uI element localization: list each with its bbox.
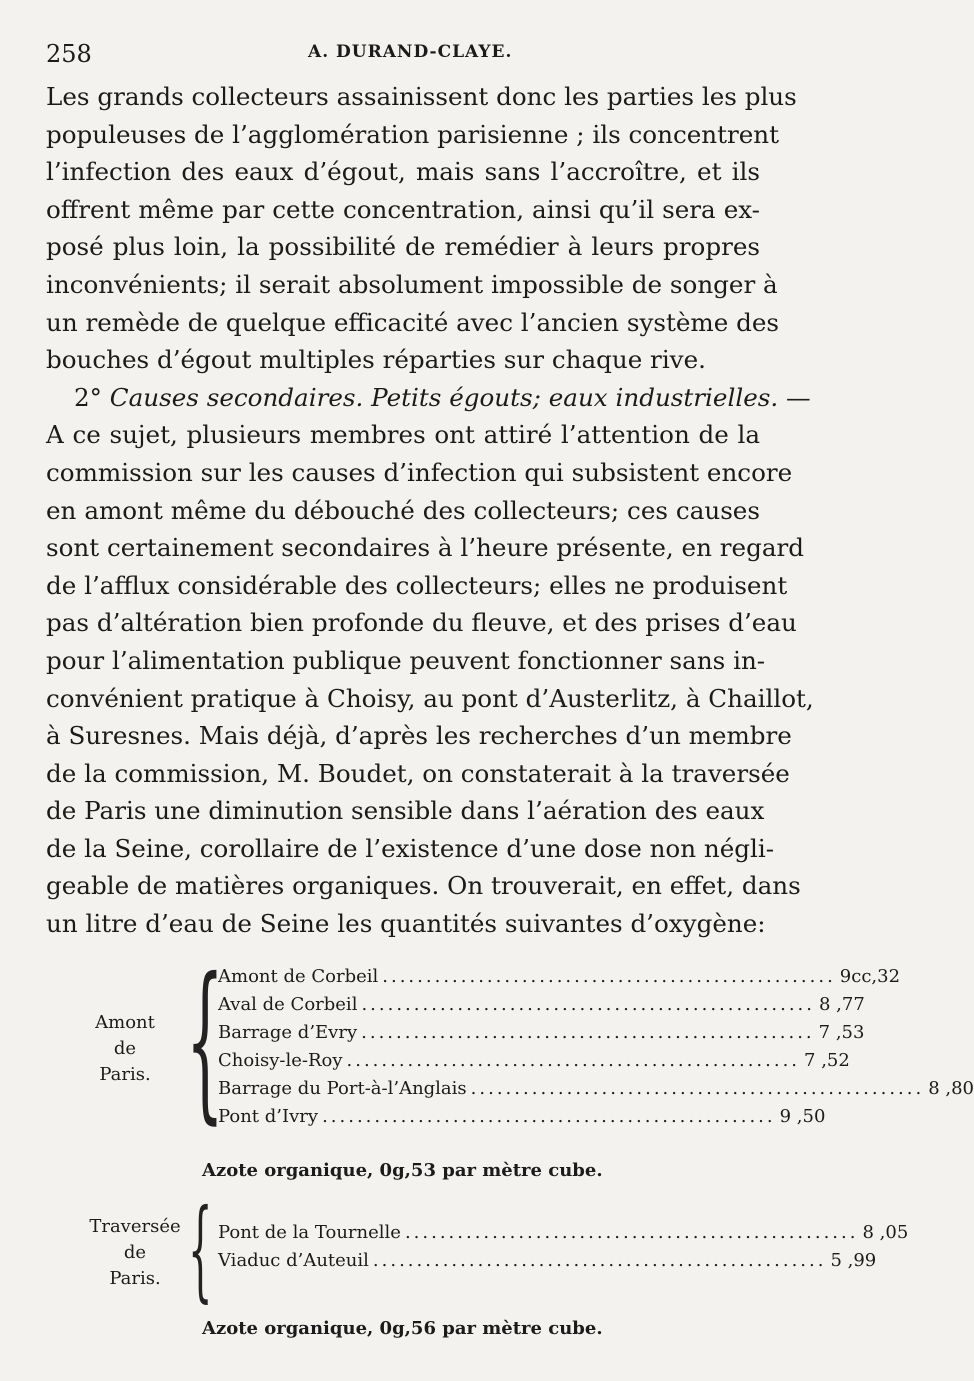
text-line: de l’afflux considérable des collecteurs; elles ne produisent	[46, 570, 788, 600]
oxygen-table-upstream	[60, 942, 974, 1144]
group-label-line: de	[123, 1242, 147, 1263]
section-title: Causes secondaires. Petits égouts; eaux industrielles.	[109, 382, 779, 412]
body-text	[46, 78, 814, 943]
text-line: de la commission, M. Boudet, on constaterait à la traversée	[46, 758, 790, 788]
text-line: A ce sujet, plusieurs membres ont attiré l’attention de la	[46, 420, 760, 450]
text-line: offrent même par cette concentration, ainsi qu’il sera ex-	[46, 194, 760, 224]
text-line: l’infection des eaux d’égout, mais sans l’accroître, et ils	[46, 157, 760, 187]
leader-dots: ....................................................	[361, 1022, 815, 1043]
oxygen-table-paris	[60, 1185, 909, 1316]
leader-dots: ....................................................	[346, 1050, 801, 1071]
text-line: un remède de quelque efficacité avec l’ancien système des	[46, 307, 780, 337]
row-label: Amont de Corbeil	[218, 966, 379, 987]
row-label: Barrage du Port-à-l’Anglais	[218, 1078, 467, 1099]
azote-note-upstream: Azote organique, 0g,53 par mètre cube.	[202, 1160, 603, 1181]
text-line: geable de matières organiques. On trouverait, en effet, dans	[46, 871, 801, 901]
leader-dots: ....................................................	[382, 966, 836, 987]
table-row	[218, 994, 865, 1022]
text-line: commission sur les causes d’infection qui subsistent encore	[46, 457, 793, 487]
group-label-line: de	[113, 1038, 137, 1059]
row-value: 5 ,99	[830, 1250, 877, 1271]
group-label-amont	[80, 1010, 170, 1088]
table-row	[218, 1078, 974, 1106]
group-label-line: Traversée	[89, 1216, 181, 1237]
section-heading-line	[46, 379, 811, 417]
row-label: Choisy-le-Roy	[218, 1050, 343, 1071]
row-label: Barrage d’Evry	[218, 1022, 358, 1043]
row-value: 8 ,77	[818, 994, 865, 1015]
row-value: 7 ,53	[818, 1022, 865, 1043]
text-line: sont certainement secondaires à l’heure présente, en regard	[46, 533, 804, 563]
table-row	[218, 966, 901, 994]
row-value: 9 ,50	[779, 1106, 826, 1127]
row-label: Viaduc d’Auteuil	[218, 1250, 369, 1271]
leader-dots: ....................................................	[404, 1222, 859, 1243]
group-label-line: Paris.	[99, 1064, 151, 1085]
group-label-line: Amont	[95, 1012, 155, 1033]
table-row	[218, 1222, 909, 1250]
text-line: bouches d’égout multiples réparties sur chaque rive.	[46, 345, 706, 375]
running-head: A. DURAND-CLAYE.	[308, 42, 513, 62]
row-value: 9cc,32	[839, 966, 901, 987]
text-line: en amont même du débouché des collecteurs; ces causes	[46, 495, 760, 525]
group-label-traversee	[80, 1214, 190, 1292]
text-line: pour l’alimentation publique peuvent fonctionner sans in-	[46, 645, 766, 675]
page-header	[46, 40, 752, 74]
row-value: 7 ,52	[804, 1050, 850, 1071]
text-line: Les grands collecteurs assainissent donc les parties les plus	[46, 82, 797, 111]
group-label-line: Paris.	[109, 1268, 161, 1289]
section-number: 2°	[74, 382, 110, 412]
leader-dots: ....................................................	[470, 1078, 925, 1099]
brace-icon: {	[186, 942, 224, 1140]
leader-dots: ....................................................	[361, 994, 815, 1015]
text-line: de la Seine, corollaire de l’existence d’une dose non négli-	[46, 833, 775, 863]
text-line: inconvénients; il serait absolument impossible de songer à	[46, 269, 778, 299]
text-line: posé plus loin, la possibilité de remédier à leurs propres	[46, 232, 760, 262]
brace-icon: {	[188, 1185, 213, 1313]
table-row	[218, 1050, 850, 1078]
text-line: convénient pratique à Choisy, au pont d’Austerlitz, à Chaillot,	[46, 683, 814, 713]
text-line: un litre d’eau de Seine les quantités suivantes d’oxygène:	[46, 909, 766, 939]
row-label: Aval de Corbeil	[218, 994, 358, 1015]
text-line: populeuses de l’agglomération parisienne ; ils concentrent	[46, 119, 780, 149]
row-value: 8 ,05	[862, 1222, 909, 1243]
leader-dots: ....................................................	[372, 1250, 827, 1271]
section-dash: —	[778, 382, 811, 412]
row-value: 8 ,80	[928, 1078, 974, 1099]
leader-dots: ....................................................	[322, 1106, 776, 1127]
text-line: à Suresnes. Mais déjà, d’après les recherches d’un membre	[46, 721, 792, 751]
table-row	[218, 1250, 877, 1278]
azote-note-paris: Azote organique, 0g,56 par mètre cube.	[202, 1318, 603, 1339]
text-line: pas d’altération bien profonde du fleuve, et des prises d’eau	[46, 608, 797, 638]
page-number: 258	[46, 40, 92, 68]
row-label: Pont d’Ivry	[218, 1106, 319, 1127]
row-label: Pont de la Tournelle	[218, 1222, 401, 1243]
table-row	[218, 1106, 826, 1134]
text-line: de Paris une diminution sensible dans l’aération des eaux	[46, 796, 765, 826]
table-row	[218, 1022, 865, 1050]
